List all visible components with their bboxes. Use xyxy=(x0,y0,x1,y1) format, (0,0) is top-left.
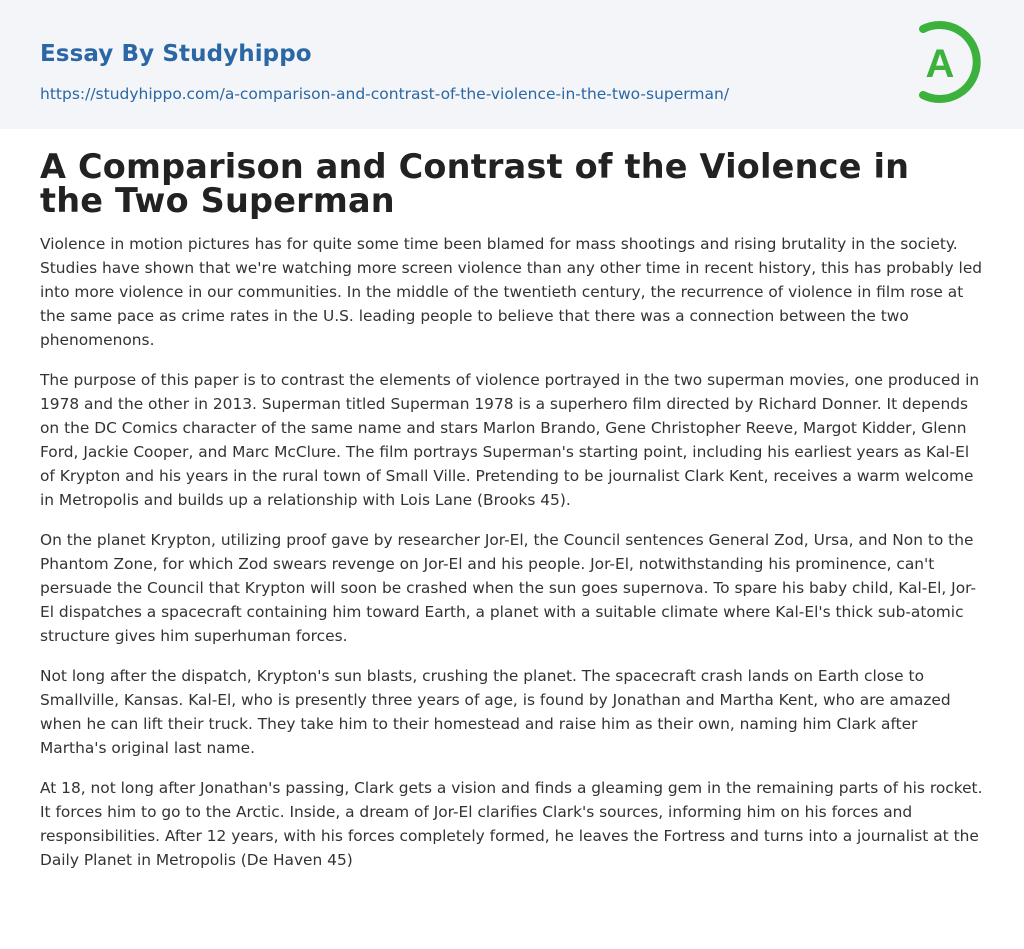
studyhippo-logo-icon[interactable] xyxy=(896,18,988,106)
site-header xyxy=(0,0,1024,129)
logo-letter: A xyxy=(925,42,955,86)
article-url-link[interactable]: https://studyhippo.com/a-comparison-and-contrast-of-the-violence-in-the-two-superman/ xyxy=(40,85,730,103)
article-title: A Comparison and Contrast of the Violence in the Two Superman xyxy=(40,147,910,220)
article-paragraph: On the planet Krypton, utilizing proof gave by researcher Jor-El, the Council sentences General Zod, Ursa, and Non to the Phantom Zone, for which Zod swears revenge on Jor-El and his people. Jor-El, notwithstanding his prominence, can't persuade the Council that Krypton will soon be crashed when the sun goes supernova. To spare his baby child, Kal-El, Jor-El dispatches a spacecraft containing him toward Earth, a planet with a suitable climate where Kal-El's thick sub-atomic structure gives him superhuman forces. xyxy=(40,531,977,645)
article-paragraph: Violence in motion pictures has for quite some time been blamed for mass shootings and rising brutality in the society. Studies have shown that we're watching more screen violence than any other time in recent history, this has probably led into more violence in our communities. In the middle of the twentieth century, the recurrence of violence in film rose at the same pace as crime rates in the U.S. leading people to believe that there was a connection between the two phenomenons. xyxy=(40,235,983,349)
article xyxy=(0,129,1024,872)
site-brand[interactable]: Essay By Studyhippo xyxy=(40,41,312,67)
article-paragraph: The purpose of this paper is to contrast the elements of violence portrayed in the two superman movies, one produced in 1978 and the other in 2013. Superman titled Superman 1978 is a superhero film directed by Richard Donner. It depends on the DC Comics character of the same name and stars Marlon Brando, Gene Christopher Reeve, Margot Kidder, Glenn Ford, Jackie Cooper, and Marc McClure. The film portrays Superman's starting point, including his earliest years as Kal-El of Krypton and his years in the rural town of Small Ville. Pretending to be journalist Clark Kent, receives a warm welcome in Metropolis and builds up a relationship with Lois Lane (Brooks 45). xyxy=(40,371,980,509)
article-paragraph: Not long after the dispatch, Krypton's sun blasts, crushing the planet. The spacecraft crash lands on Earth close to Smallville, Kansas. Kal-El, who is presently three years of age, is found by Jonathan and Martha Kent, who are amazed when he can lift their truck. They take him to their homestead and raise him as their own, naming him Clark after Martha's original last name. xyxy=(40,667,951,757)
article-paragraph: At 18, not long after Jonathan's passing, Clark gets a vision and finds a gleaming gem in the remaining parts of his rocket. It forces him to go to the Arctic. Inside, a dream of Jor-El clarifies Clark's sources, informing him on his forces and responsibilities. After 12 years, with his forces completely formed, he leaves the Fortress and turns into a journalist at the Daily Planet in Metropolis (De Haven 45) xyxy=(40,779,983,869)
